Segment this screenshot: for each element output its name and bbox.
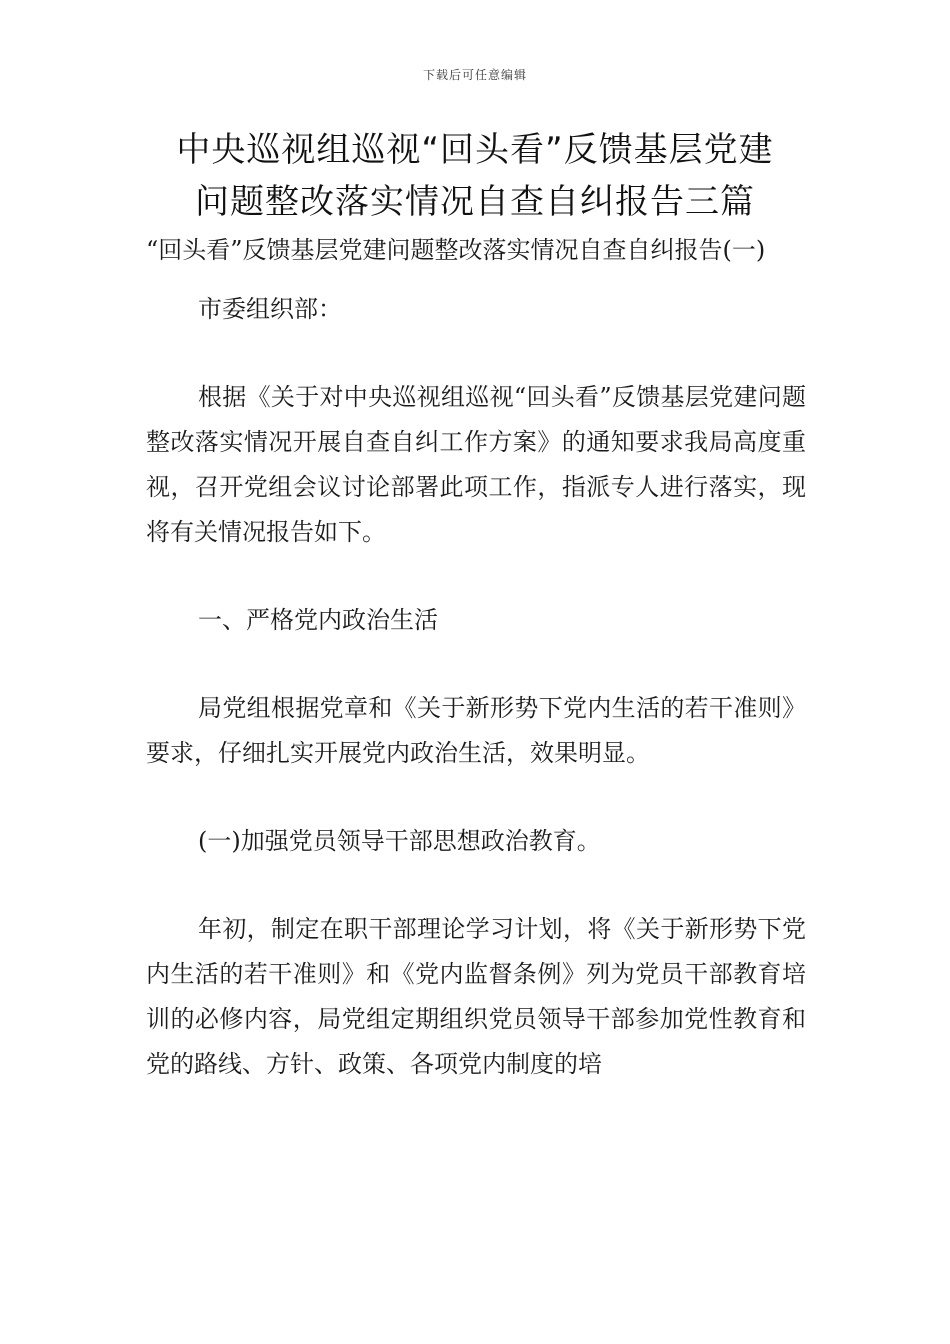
title-line-1: 中央巡视组巡视“回头看”反馈基层党建 xyxy=(176,130,774,170)
subtitle: “回头看”反馈基层党建问题整改落实情况自查自纠报告(一) xyxy=(146,236,766,264)
paragraph-intro: 根据《关于对中央巡视组巡视“回头看”反馈基层党建问题整改落实情况开展自查自纠工作方案》的通知要求我局高度重视，召开党组会议讨论部署此项工作，指派专人进行落实，现将有关情况报告如下。 xyxy=(146,383,806,546)
paragraph-section-1: 局党组根据党章和《关于新形势下党内生活的若干准则》要求，仔细扎实开展党内政治生活，效果明显。 xyxy=(146,694,806,767)
header-note: 下载后可任意编辑 xyxy=(422,68,527,82)
document-body xyxy=(146,228,806,1087)
subsection-heading-1: (一)加强党员领导干部思想政治教育。 xyxy=(198,827,601,855)
paragraph-subsection-1: 年初，制定在职干部理论学习计划，将《关于新形势下党内生活的若干准则》和《党内监督条例》列为党员干部教育培训的必修内容，局党组定期组织党员领导干部参加党性教育和党的路线、方针、政策、各项党内制度的培 xyxy=(146,915,806,1078)
document-title xyxy=(120,124,830,228)
title-line-2: 问题整改落实情况自查自纠报告三篇 xyxy=(195,182,755,222)
addressee: 市委组织部： xyxy=(198,295,342,323)
section-heading-1: 一、严格党内政治生活 xyxy=(198,606,438,634)
